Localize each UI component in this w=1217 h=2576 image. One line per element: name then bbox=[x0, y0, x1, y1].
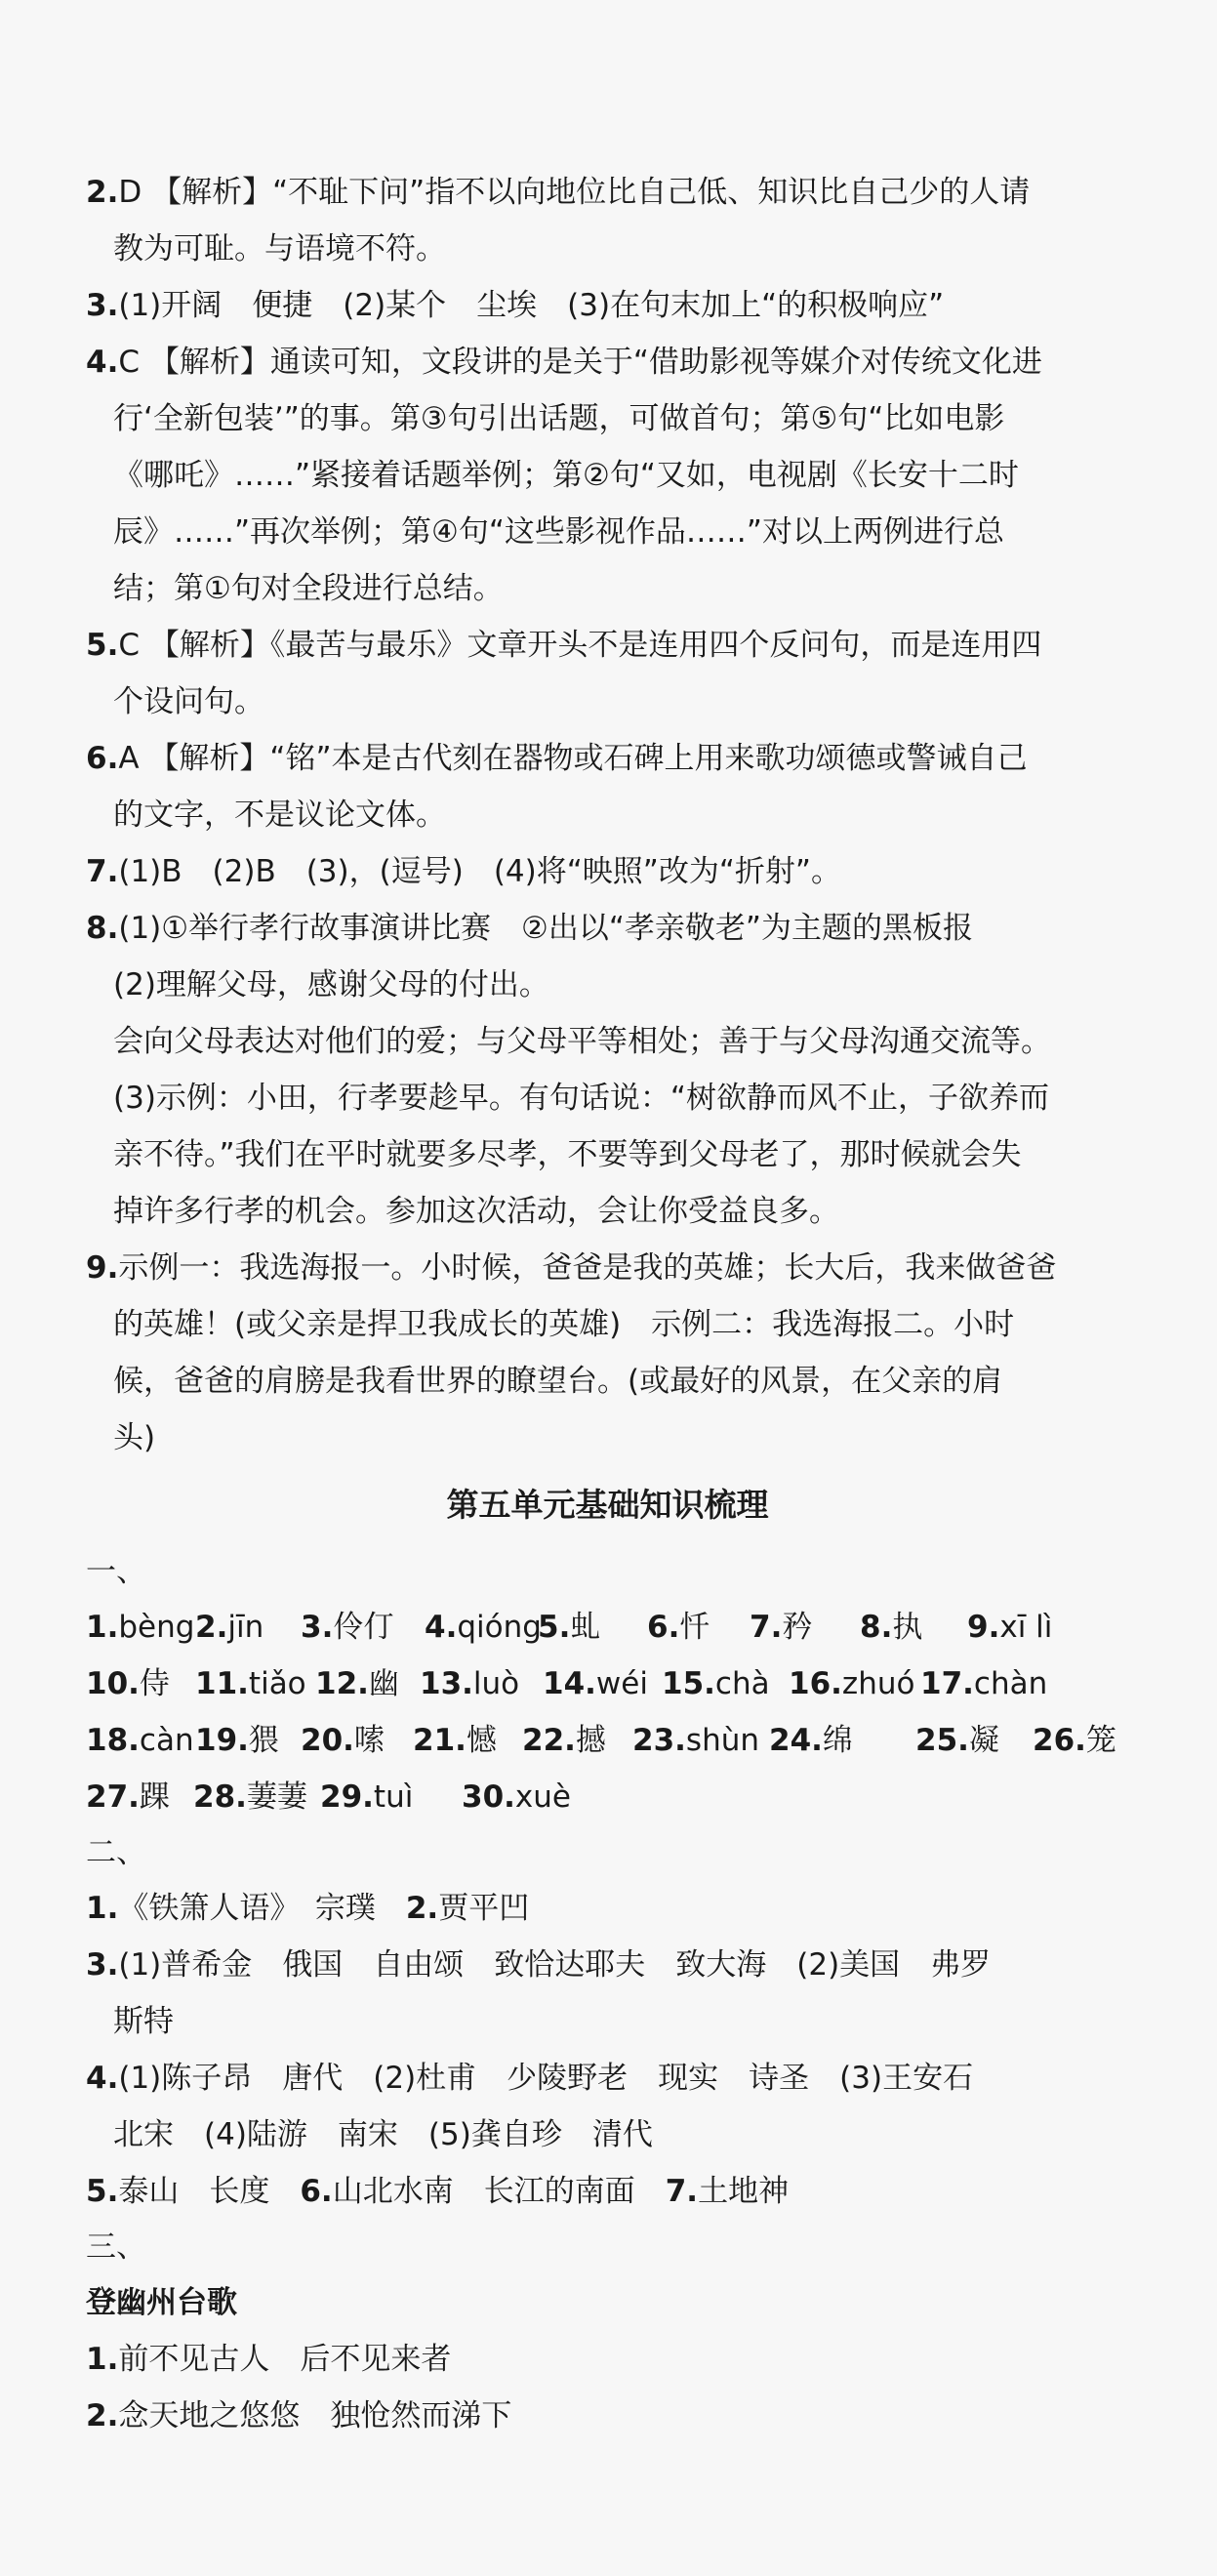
vocab-row bbox=[86, 1712, 1129, 1769]
answer-line bbox=[86, 447, 1129, 504]
vocab-item bbox=[301, 1712, 385, 1769]
answer-line bbox=[86, 390, 1129, 447]
answer-line bbox=[86, 1013, 1129, 1070]
answer-number: 6. bbox=[86, 741, 119, 776]
part2-text: 《铁箫人语》 宗璞 bbox=[118, 1891, 406, 1926]
vocab-item bbox=[789, 1656, 914, 1712]
vocab-row bbox=[86, 1769, 1129, 1825]
part2-text: 山北水南 长江的南面 bbox=[332, 2174, 666, 2209]
vocab-item bbox=[86, 1656, 170, 1712]
answer-line bbox=[86, 504, 1129, 560]
answer-text: 掉许多行孝的机会。参加这次活动，会让你受益良多。 bbox=[113, 1194, 839, 1229]
vocab-answer: 执 bbox=[892, 1610, 923, 1645]
vocab-number: 14. bbox=[543, 1666, 596, 1701]
answer-text: 教为可耻。与语境不符。 bbox=[113, 231, 446, 266]
vocab-number: 21. bbox=[413, 1723, 467, 1758]
poem-line bbox=[86, 2388, 1129, 2444]
poem-line-number: 2. bbox=[86, 2398, 119, 2433]
vocab-number: 24. bbox=[769, 1723, 823, 1758]
vocab-answer: 忏 bbox=[679, 1610, 710, 1645]
vocab-grid bbox=[86, 1599, 1129, 1825]
part2-number: 6. bbox=[300, 2174, 333, 2209]
part3-label: 三、 bbox=[86, 2229, 146, 2265]
part2-number: 3. bbox=[86, 1947, 119, 1983]
vocab-answer: 撼 bbox=[575, 1723, 606, 1758]
part2-line bbox=[86, 1937, 1129, 1993]
vocab-item bbox=[315, 1656, 399, 1712]
vocab-number: 5. bbox=[538, 1610, 571, 1645]
answer-line bbox=[86, 730, 1129, 787]
vocab-answer: 伶仃 bbox=[333, 1610, 394, 1645]
vocab-answer: shùn bbox=[685, 1723, 760, 1758]
answer-text: 辰》……”再次举例；第④句“这些影视作品……”对以上两例进行总 bbox=[113, 514, 1004, 550]
part2-text: 贾平凹 bbox=[438, 1891, 530, 1926]
answer-number: 3. bbox=[86, 288, 119, 323]
answer-text: 头) bbox=[113, 1420, 156, 1455]
vocab-number: 26. bbox=[1033, 1723, 1086, 1758]
vocab-item bbox=[769, 1712, 853, 1769]
answer-text: 的英雄！(或父亲是捍卫我成长的英雄) 示例二：我选海报二。小时 bbox=[113, 1307, 1015, 1342]
vocab-item bbox=[662, 1656, 770, 1712]
answer-line bbox=[86, 277, 1129, 334]
vocab-number: 27. bbox=[86, 1779, 140, 1815]
answer-text: 示例一：我选海报一。小时候，爸爸是我的英雄；长大后，我来做爸爸 bbox=[118, 1250, 1057, 1286]
answer-text: D 【解析】“不耻下问”指不以向地位比自己低、知识比自己少的人请 bbox=[118, 175, 1031, 210]
vocab-item bbox=[195, 1712, 279, 1769]
vocab-number: 22. bbox=[522, 1723, 576, 1758]
answer-text: 个设问句。 bbox=[113, 684, 264, 719]
answer-number: 8. bbox=[86, 911, 119, 946]
vocab-answer: 嗦 bbox=[353, 1723, 385, 1758]
answer-text: (1)B (2)B (3)，(逗号) (4)将“映照”改为“折射”。 bbox=[118, 854, 841, 889]
answer-text: C 【解析】《最苦与最乐》文章开头不是连用四个反问句，而是连用四 bbox=[118, 628, 1042, 663]
vocab-number: 30. bbox=[462, 1779, 515, 1815]
vocab-answer: bèng bbox=[118, 1610, 195, 1645]
vocab-item bbox=[920, 1656, 1047, 1712]
poem-line bbox=[86, 2331, 1129, 2388]
answer-number: 5. bbox=[86, 628, 119, 663]
answer-text: A 【解析】“铭”本是古代刻在器物或石碑上用来歌功颂德或警诫自己 bbox=[118, 741, 1028, 776]
answer-line bbox=[86, 617, 1129, 674]
part3-list bbox=[86, 2331, 1129, 2444]
answer-line bbox=[86, 957, 1129, 1013]
poem-line-text: 前不见古人 后不见来者 bbox=[118, 2342, 452, 2377]
vocab-item bbox=[420, 1656, 519, 1712]
part2-number: 5. bbox=[86, 2174, 119, 2209]
vocab-item bbox=[86, 1769, 170, 1825]
vocab-number: 29. bbox=[320, 1779, 374, 1815]
vocab-item bbox=[522, 1712, 606, 1769]
part2-line bbox=[86, 1993, 1129, 2050]
answer-text: C 【解析】通读可知，文段讲的是关于“借助影视等媒介对传统文化进 bbox=[118, 345, 1042, 380]
answer-text: (1)开阔 便捷 (2)某个 尘埃 (3)在句末加上“的积极响应” bbox=[118, 288, 945, 323]
answer-line bbox=[86, 1070, 1129, 1126]
vocab-number: 20. bbox=[301, 1723, 354, 1758]
vocab-number: 16. bbox=[789, 1666, 842, 1701]
vocab-item bbox=[538, 1599, 600, 1656]
answer-number: 2. bbox=[86, 175, 119, 210]
part2-line bbox=[86, 1880, 1129, 1937]
vocab-number: 25. bbox=[915, 1723, 969, 1758]
vocab-item bbox=[413, 1712, 497, 1769]
answer-line bbox=[86, 1126, 1129, 1183]
answer-line bbox=[86, 1183, 1129, 1240]
vocab-number: 12. bbox=[315, 1666, 369, 1701]
vocab-answer: 憾 bbox=[466, 1723, 497, 1758]
vocab-item bbox=[301, 1599, 393, 1656]
vocab-answer: xī lì bbox=[999, 1610, 1053, 1645]
vocab-row bbox=[86, 1656, 1129, 1712]
vocab-number: 19. bbox=[195, 1723, 249, 1758]
vocab-row bbox=[86, 1599, 1129, 1656]
part2-number: 7. bbox=[665, 2174, 699, 2209]
vocab-answer: wéi bbox=[595, 1666, 648, 1701]
vocab-number: 9. bbox=[967, 1610, 1000, 1645]
vocab-number: 8. bbox=[860, 1610, 893, 1645]
vocab-answer: zhuó bbox=[841, 1666, 915, 1701]
vocab-item bbox=[750, 1599, 812, 1656]
vocab-answer: 幽 bbox=[368, 1666, 399, 1701]
part1-label: 一、 bbox=[86, 1554, 146, 1589]
vocab-answer: chà bbox=[714, 1666, 770, 1701]
vocab-number: 13. bbox=[420, 1666, 473, 1701]
part2-text: (1)陈子昂 唐代 (2)杜甫 少陵野老 现实 诗圣 (3)王安石 bbox=[118, 2061, 974, 2096]
answer-line bbox=[86, 221, 1129, 277]
answer-number: 9. bbox=[86, 1250, 119, 1286]
part2-text: 北宋 (4)陆游 南宋 (5)龚自珍 清代 bbox=[113, 2117, 653, 2152]
vocab-answer: 绵 bbox=[822, 1723, 853, 1758]
vocab-answer: luò bbox=[472, 1666, 520, 1701]
answer-text: 行‘全新包装’”的事。第③句引出话题，可做首句；第⑤句“比如电影 bbox=[113, 401, 1005, 436]
answer-text: 会向父母表达对他们的爱；与父母平等相处；善于与父母沟通交流等。 bbox=[113, 1024, 1051, 1059]
vocab-number: 11. bbox=[195, 1666, 249, 1701]
answer-number: 4. bbox=[86, 345, 119, 380]
answer-list bbox=[86, 164, 1129, 1466]
vocab-item bbox=[425, 1599, 542, 1656]
vocab-number: 1. bbox=[86, 1610, 119, 1645]
vocab-answer: 踝 bbox=[139, 1779, 170, 1815]
vocab-item bbox=[860, 1599, 922, 1656]
part2-line bbox=[86, 2163, 1129, 2220]
answer-line bbox=[86, 787, 1129, 843]
vocab-item bbox=[915, 1712, 999, 1769]
vocab-item bbox=[967, 1599, 1052, 1656]
vocab-answer: jīn bbox=[227, 1610, 264, 1645]
vocab-item bbox=[320, 1769, 413, 1825]
answer-text: (3)示例：小田，行孝要趁早。有句话说：“树欲静而风不止，子欲养而 bbox=[113, 1081, 1049, 1116]
vocab-answer: tuì bbox=[373, 1779, 414, 1815]
vocab-item bbox=[543, 1656, 648, 1712]
vocab-item bbox=[195, 1656, 306, 1712]
answer-line bbox=[86, 1410, 1129, 1466]
vocab-number: 7. bbox=[750, 1610, 783, 1645]
part2-label: 二、 bbox=[86, 1835, 146, 1870]
vocab-answer: 侍 bbox=[139, 1666, 170, 1701]
vocab-item bbox=[86, 1599, 194, 1656]
vocab-answer: 猥 bbox=[248, 1723, 279, 1758]
vocab-answer: 矜 bbox=[782, 1610, 813, 1645]
vocab-item bbox=[632, 1712, 759, 1769]
answer-line bbox=[86, 164, 1129, 221]
poem-line-number: 1. bbox=[86, 2342, 119, 2377]
vocab-number: 4. bbox=[425, 1610, 458, 1645]
answer-text: 亲不待。”我们在平时就要多尽孝，不要等到父母老了，那时候就会失 bbox=[113, 1137, 1022, 1172]
vocab-item bbox=[1033, 1712, 1116, 1769]
vocab-answer: chàn bbox=[973, 1666, 1048, 1701]
answer-number: 7. bbox=[86, 854, 119, 889]
vocab-number: 17. bbox=[920, 1666, 974, 1701]
vocab-answer: xuè bbox=[514, 1779, 571, 1815]
vocab-answer: 虬 bbox=[570, 1610, 601, 1645]
part2-line bbox=[86, 2050, 1129, 2106]
answer-text: 的文字，不是议论文体。 bbox=[113, 797, 446, 833]
vocab-number: 3. bbox=[301, 1610, 334, 1645]
vocab-answer: 萋萋 bbox=[246, 1779, 307, 1815]
vocab-item bbox=[647, 1599, 710, 1656]
answer-line bbox=[86, 1353, 1129, 1410]
vocab-number: 6. bbox=[647, 1610, 680, 1645]
answer-line bbox=[86, 843, 1129, 900]
part2-number: 4. bbox=[86, 2061, 119, 2096]
answer-line bbox=[86, 674, 1129, 730]
part2-number: 2. bbox=[405, 1891, 439, 1926]
vocab-number: 28. bbox=[193, 1779, 247, 1815]
part2-text: 泰山 长度 bbox=[118, 2174, 301, 2209]
answer-line bbox=[86, 900, 1129, 957]
vocab-item bbox=[193, 1769, 307, 1825]
answer-text: 结；第①句对全段进行总结。 bbox=[113, 571, 504, 606]
vocab-item bbox=[462, 1769, 571, 1825]
poem-line-text: 念天地之悠悠 独怆然而涕下 bbox=[118, 2398, 512, 2433]
answer-line bbox=[86, 1296, 1129, 1353]
vocab-item bbox=[195, 1599, 264, 1656]
vocab-answer: 凝 bbox=[968, 1723, 999, 1758]
part2-text: 土地神 bbox=[698, 2174, 790, 2209]
part2-list bbox=[86, 1880, 1129, 2220]
part2-line bbox=[86, 2106, 1129, 2163]
section-title: 第五单元基础知识梳理 bbox=[446, 1486, 769, 1524]
vocab-answer: qióng bbox=[457, 1610, 542, 1645]
poem-title: 登幽州台歌 bbox=[86, 2285, 237, 2320]
answer-text: (2)理解父母，感谢父母的付出。 bbox=[113, 967, 549, 1002]
part2-text: 斯特 bbox=[113, 2004, 174, 2039]
answer-text: (1)①举行孝行故事演讲比赛 ②出以“孝亲敬老”为主题的黑板报 bbox=[118, 911, 973, 946]
vocab-answer: 笼 bbox=[1085, 1723, 1116, 1758]
part2-text: (1)普希金 俄国 自由颂 致恰达耶夫 致大海 (2)美国 弗罗 bbox=[118, 1947, 992, 1983]
answer-text: 《哪吒》……”紧接着话题举例；第②句“又如，电视剧《长安十二时 bbox=[113, 458, 1019, 493]
vocab-number: 15. bbox=[662, 1666, 715, 1701]
vocab-answer: càn bbox=[139, 1723, 194, 1758]
part2-number: 1. bbox=[86, 1891, 119, 1926]
answer-line bbox=[86, 334, 1129, 390]
vocab-number: 2. bbox=[195, 1610, 228, 1645]
answer-text: 候，爸爸的肩膀是我看世界的瞭望台。(或最好的风景，在父亲的肩 bbox=[113, 1364, 1003, 1399]
vocab-number: 18. bbox=[86, 1723, 140, 1758]
answer-line bbox=[86, 1240, 1129, 1296]
vocab-number: 23. bbox=[632, 1723, 686, 1758]
vocab-answer: tiǎo bbox=[248, 1666, 306, 1701]
answer-line bbox=[86, 560, 1129, 617]
vocab-item bbox=[86, 1712, 194, 1769]
vocab-number: 10. bbox=[86, 1666, 140, 1701]
